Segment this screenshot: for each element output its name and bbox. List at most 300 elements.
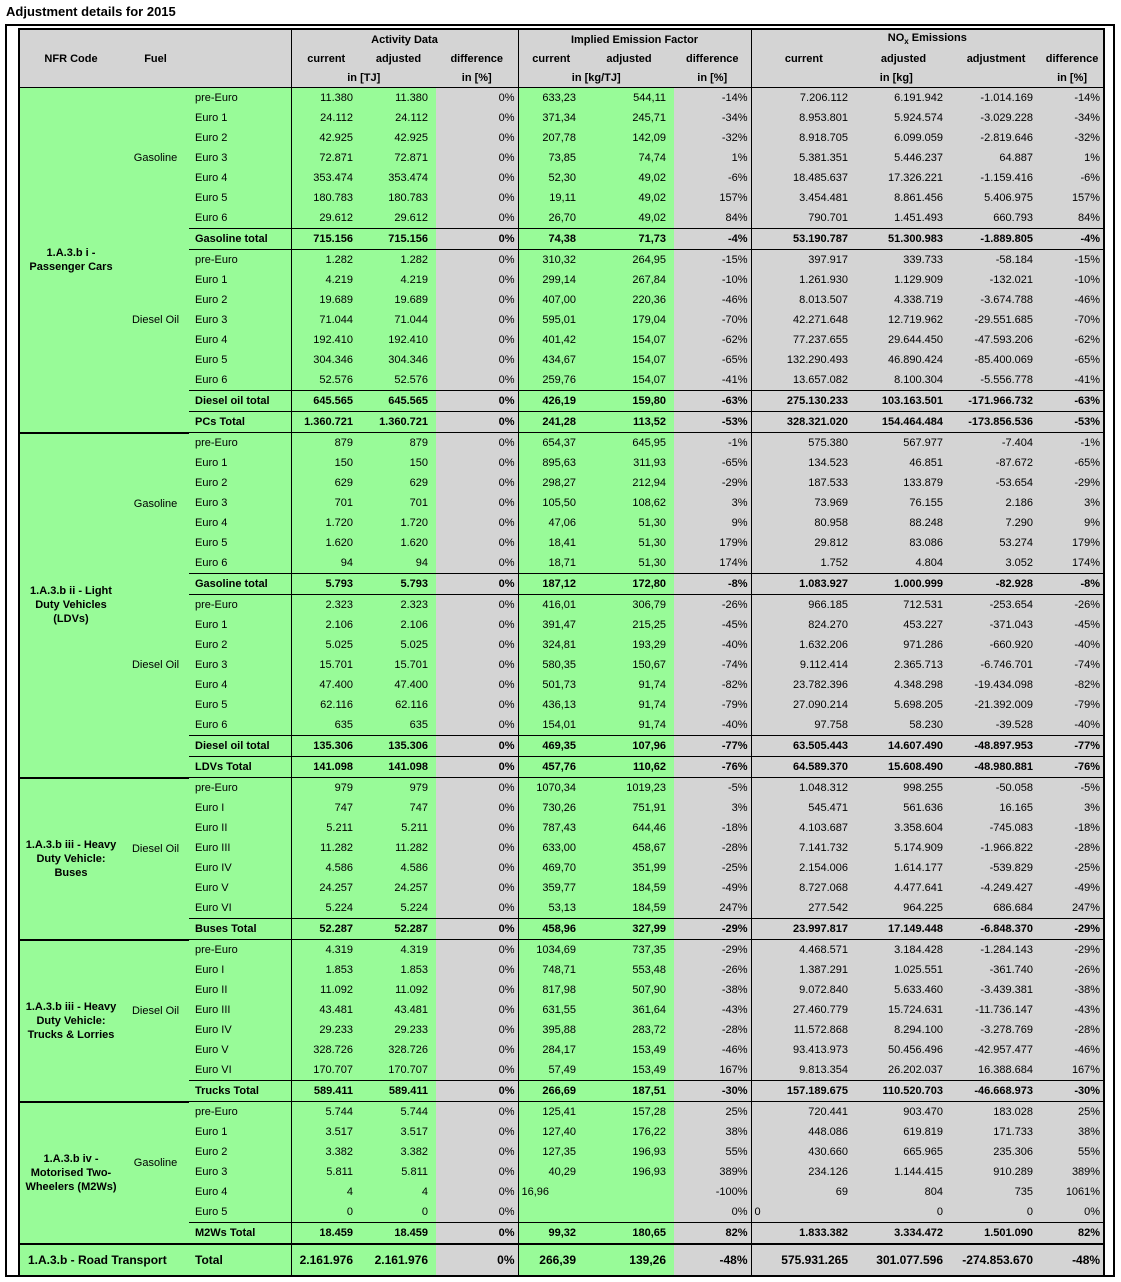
cell: -274.853.670 (951, 1244, 1041, 1276)
fuel-cell: Diesel Oil (122, 778, 189, 919)
cell: 660.793 (951, 208, 1041, 229)
cell: 1.614.177 (856, 858, 951, 878)
cell: 458,96 (518, 919, 584, 940)
cell: 0% (674, 1202, 751, 1223)
cell: 266,69 (518, 1081, 584, 1102)
cell: 0% (436, 553, 518, 574)
cell: 0% (436, 798, 518, 818)
row-label: Euro 2 (189, 1142, 291, 1162)
cell: 3.454.481 (751, 188, 856, 208)
cell: 3.334.472 (856, 1223, 951, 1245)
cell: -29% (1041, 919, 1104, 940)
cell: 2.106 (291, 615, 361, 635)
total-row-label: Buses Total (189, 919, 291, 940)
cell: 171.733 (951, 1122, 1041, 1142)
cell: -43% (1041, 1000, 1104, 1020)
cell: 0% (436, 574, 518, 595)
row-label: Euro 3 (189, 493, 291, 513)
cell: 1034,69 (518, 940, 584, 961)
row-label: Euro 5 (189, 350, 291, 370)
cell: -46% (674, 1040, 751, 1060)
cell: -3.029.228 (951, 108, 1041, 128)
cell: -65% (674, 350, 751, 370)
cell: -41% (674, 370, 751, 391)
cell: 88.248 (856, 513, 951, 533)
cell: 817,98 (518, 980, 584, 1000)
cell: 1.451.493 (856, 208, 951, 229)
row-label: Euro 5 (189, 188, 291, 208)
cell: 55% (674, 1142, 751, 1162)
cell: 353.474 (361, 168, 436, 188)
fuel-empty-cell (122, 919, 189, 940)
cell: -46% (674, 290, 751, 310)
cell: 545.471 (751, 798, 856, 818)
row-label: Euro V (189, 1040, 291, 1060)
cell: 157% (1041, 188, 1104, 208)
cell: 4.219 (291, 270, 361, 290)
cell: 132.290.493 (751, 350, 856, 370)
cell: 824.270 (751, 615, 856, 635)
cell: 644,46 (584, 818, 674, 838)
cell: 23.782.396 (751, 675, 856, 695)
cell: 4.468.571 (751, 940, 856, 961)
cell: 1.752 (751, 553, 856, 574)
cell: 3.382 (291, 1142, 361, 1162)
cell: 0% (436, 675, 518, 695)
cell: 62.116 (361, 695, 436, 715)
cell: 245,71 (584, 108, 674, 128)
cell: 49,02 (584, 208, 674, 229)
cell: 19,11 (518, 188, 584, 208)
cell: 15.701 (361, 655, 436, 675)
cell: 50.456.496 (856, 1040, 951, 1060)
cell: 179,04 (584, 310, 674, 330)
cell: 5.811 (291, 1162, 361, 1182)
cell: 0% (436, 980, 518, 1000)
cell: 391,47 (518, 615, 584, 635)
cell: 747 (361, 798, 436, 818)
cell: 179% (674, 533, 751, 553)
cell: -29% (1041, 473, 1104, 493)
cell: 0% (436, 615, 518, 635)
cell: 11.092 (361, 980, 436, 1000)
cell: 298,27 (518, 473, 584, 493)
row-label: Euro 3 (189, 1162, 291, 1182)
cell: 9.112.414 (751, 655, 856, 675)
cell: 979 (361, 778, 436, 799)
table-row (19, 250, 1104, 271)
cell: 0% (436, 736, 518, 757)
cell: -82% (674, 675, 751, 695)
unit-activity-pct: in [%] (436, 68, 518, 88)
cell: 0% (436, 453, 518, 473)
cell: 966.185 (751, 595, 856, 616)
table-row (19, 595, 1104, 616)
fuel-cell: Diesel Oil (122, 250, 189, 391)
col-header-fuel: Fuel (122, 29, 189, 88)
cell: -171.966.732 (951, 391, 1041, 412)
cell (518, 1202, 584, 1223)
cell: -26% (674, 960, 751, 980)
cell: -14% (674, 88, 751, 109)
total-row-label: Trucks Total (189, 1081, 291, 1102)
cell: -46% (1041, 1040, 1104, 1060)
group-header-ief: Implied Emission Factor (518, 29, 751, 49)
cell: 2.323 (361, 595, 436, 616)
cell: 110,62 (584, 757, 674, 778)
cell: -660.920 (951, 635, 1041, 655)
cell: 27.090.214 (751, 695, 856, 715)
cell: -48.897.953 (951, 736, 1041, 757)
cell: 73,85 (518, 148, 584, 168)
cell: -46.668.973 (951, 1081, 1041, 1102)
cell: 1.282 (291, 250, 361, 271)
fuel-cell: Diesel Oil (122, 595, 189, 736)
cell: -30% (674, 1081, 751, 1102)
cell: -1.014.169 (951, 88, 1041, 109)
cell: 3.517 (361, 1122, 436, 1142)
cell: 1.048.312 (751, 778, 856, 799)
cell: -28% (1041, 1020, 1104, 1040)
row-label: Euro 6 (189, 553, 291, 574)
cell: 371,34 (518, 108, 584, 128)
cell: 964.225 (856, 898, 951, 919)
cell: 3.382 (361, 1142, 436, 1162)
cell: 686.684 (951, 898, 1041, 919)
total-row (19, 229, 1104, 250)
cell: 328.726 (361, 1040, 436, 1060)
col-header-ief-adjusted: adjusted (584, 49, 674, 68)
cell: 4.477.641 (856, 878, 951, 898)
cell: 176,22 (584, 1122, 674, 1142)
cell: 18,41 (518, 533, 584, 553)
cell: 80.958 (751, 513, 856, 533)
cell: -3.278.769 (951, 1020, 1041, 1040)
cell: -74% (1041, 655, 1104, 675)
cell: 58.230 (856, 715, 951, 736)
cell: 339.733 (856, 250, 951, 271)
cell: 7.141.732 (751, 838, 856, 858)
cell: -8% (1041, 574, 1104, 595)
cell: 150,67 (584, 655, 674, 675)
row-label: Euro 1 (189, 1122, 291, 1142)
cell: 153,49 (584, 1040, 674, 1060)
cell: -5% (1041, 778, 1104, 799)
cell: 575.380 (751, 433, 856, 454)
cell: 0% (436, 878, 518, 898)
cell: 11.282 (361, 838, 436, 858)
cell: 0% (436, 270, 518, 290)
cell: 0% (436, 1202, 518, 1223)
cell: -48% (674, 1244, 751, 1276)
cell: 15.701 (291, 655, 361, 675)
cell: 141.098 (361, 757, 436, 778)
cell: 2.106 (361, 615, 436, 635)
col-header-nox-current: current (751, 49, 856, 68)
cell: 879 (291, 433, 361, 454)
cell: 267,84 (584, 270, 674, 290)
cell: 1.620 (361, 533, 436, 553)
cell: 42.925 (291, 128, 361, 148)
cell: -253.654 (951, 595, 1041, 616)
cell: 434,67 (518, 350, 584, 370)
cell: 401,42 (518, 330, 584, 350)
cell: -3.439.381 (951, 980, 1041, 1000)
table-body (19, 88, 1104, 1277)
col-header-activity-current: current (291, 49, 361, 68)
cell: -48% (1041, 1244, 1104, 1276)
cell: 266,39 (518, 1244, 584, 1276)
unit-ief: in [kg/TJ] (518, 68, 674, 88)
row-label: Euro VI (189, 898, 291, 919)
cell: 107,96 (584, 736, 674, 757)
row-label: Euro 3 (189, 148, 291, 168)
cell: 0% (1041, 1202, 1104, 1223)
cell: 18.459 (361, 1223, 436, 1245)
cell: 192.410 (291, 330, 361, 350)
row-label: Euro 1 (189, 615, 291, 635)
cell: 0% (436, 1081, 518, 1102)
cell: 3% (674, 493, 751, 513)
cell: 311,93 (584, 453, 674, 473)
total-row (19, 1223, 1104, 1245)
row-label: Euro 5 (189, 1202, 291, 1223)
cell: -38% (674, 980, 751, 1000)
cell: 8.861.456 (856, 188, 951, 208)
cell: -1% (674, 433, 751, 454)
cell: 629 (361, 473, 436, 493)
cell: -53% (1041, 412, 1104, 433)
cell: -40% (674, 635, 751, 655)
cell: 14.607.490 (856, 736, 951, 757)
cell: 3.052 (951, 553, 1041, 574)
cell: 589.411 (361, 1081, 436, 1102)
cell: 8.013.507 (751, 290, 856, 310)
cell: 9% (674, 513, 751, 533)
cell: 17.326.221 (856, 168, 951, 188)
cell: 46.851 (856, 453, 951, 473)
cell: 74,74 (584, 148, 674, 168)
cell: 52.576 (361, 370, 436, 391)
cell: -32% (674, 128, 751, 148)
total-row-label: PCs Total (189, 412, 291, 433)
cell (584, 1182, 674, 1202)
total-row-label: M2Ws Total (189, 1223, 291, 1245)
cell: 11.380 (291, 88, 361, 109)
cell: 0 (751, 1202, 856, 1223)
cell: 0% (436, 919, 518, 940)
cell: 247% (674, 898, 751, 919)
cell: 154,01 (518, 715, 584, 736)
cell: 0% (436, 1182, 518, 1202)
cell: 42.271.648 (751, 310, 856, 330)
row-label: Euro VI (189, 1060, 291, 1081)
cell: 416,01 (518, 595, 584, 616)
cell: 29.612 (361, 208, 436, 229)
cell: -29.551.685 (951, 310, 1041, 330)
cell: 0% (436, 391, 518, 412)
cell: 29.612 (291, 208, 361, 229)
cell: 207,78 (518, 128, 584, 148)
row-label: Euro III (189, 1000, 291, 1020)
cell: -4% (1041, 229, 1104, 250)
cell: 76.155 (856, 493, 951, 513)
cell: -77% (674, 736, 751, 757)
cell: 83.086 (856, 533, 951, 553)
cell: 701 (291, 493, 361, 513)
total-row-label: Diesel oil total (189, 391, 291, 412)
cell: 97.758 (751, 715, 856, 736)
cell: -18% (1041, 818, 1104, 838)
row-label: pre-Euro (189, 778, 291, 799)
cell: 284,17 (518, 1040, 584, 1060)
cell: -70% (1041, 310, 1104, 330)
cell: 1.282 (361, 250, 436, 271)
cell: 2.161.976 (361, 1244, 436, 1276)
cell: 645.565 (291, 391, 361, 412)
cell: 47,06 (518, 513, 584, 533)
cell: 174% (674, 553, 751, 574)
cell: -29% (1041, 940, 1104, 961)
cell: 180.783 (291, 188, 361, 208)
cell: 29.812 (751, 533, 856, 553)
cell: 150 (291, 453, 361, 473)
cell: 192.410 (361, 330, 436, 350)
cell: -1% (1041, 433, 1104, 454)
cell: 13.657.082 (751, 370, 856, 391)
cell: 589.411 (291, 1081, 361, 1102)
row-label: Euro 2 (189, 473, 291, 493)
cell: 654,37 (518, 433, 584, 454)
cell: -25% (1041, 858, 1104, 878)
cell: 157% (674, 188, 751, 208)
cell: 5.744 (291, 1102, 361, 1123)
cell: 1.833.382 (751, 1223, 856, 1245)
cell: 0% (436, 533, 518, 553)
cell: 645.565 (361, 391, 436, 412)
col-header-ief-current: current (518, 49, 584, 68)
cell: -26% (674, 595, 751, 616)
cell: 6.191.942 (856, 88, 951, 109)
cell: -173.856.536 (951, 412, 1041, 433)
cell: 804 (856, 1182, 951, 1202)
cell: 5.698.205 (856, 695, 951, 715)
cell: 3.358.604 (856, 818, 951, 838)
cell: 127,40 (518, 1122, 584, 1142)
cell: 903.470 (856, 1102, 951, 1123)
cell: 241,28 (518, 412, 584, 433)
fuel-empty-cell (122, 412, 189, 433)
group-total-row (19, 757, 1104, 778)
cell: -62% (674, 330, 751, 350)
cell: 4.586 (361, 858, 436, 878)
cell: 501,73 (518, 675, 584, 695)
cell: -79% (1041, 695, 1104, 715)
cell: 52.287 (291, 919, 361, 940)
cell: 82% (674, 1223, 751, 1245)
row-label: Euro 4 (189, 168, 291, 188)
row-label: pre-Euro (189, 250, 291, 271)
cell: 24.257 (291, 878, 361, 898)
fuel-empty-cell (122, 736, 189, 757)
cell: 16.165 (951, 798, 1041, 818)
total-row (19, 736, 1104, 757)
cell: 407,00 (518, 290, 584, 310)
cell: 1% (674, 148, 751, 168)
cell: -1.159.416 (951, 168, 1041, 188)
table-row (19, 88, 1104, 109)
cell: -14% (1041, 88, 1104, 109)
page-title: Adjustment details for 2015 (6, 4, 176, 19)
cell: 304.346 (361, 350, 436, 370)
row-label: Euro 3 (189, 310, 291, 330)
cell: 184,59 (584, 898, 674, 919)
cell: -6.848.370 (951, 919, 1041, 940)
cell: 0% (436, 838, 518, 858)
cell: 5.446.237 (856, 148, 951, 168)
cell: 1.360.721 (361, 412, 436, 433)
cell: 0% (436, 370, 518, 391)
cell: 212,94 (584, 473, 674, 493)
cell: 458,67 (584, 838, 674, 858)
cell: 469,35 (518, 736, 584, 757)
cell: 51.300.983 (856, 229, 951, 250)
cell: 27.460.779 (751, 1000, 856, 1020)
row-label: Euro 6 (189, 715, 291, 736)
cell: 4 (361, 1182, 436, 1202)
cell: 133.879 (856, 473, 951, 493)
cell: -29% (674, 940, 751, 961)
row-label: Euro 2 (189, 290, 291, 310)
cell: 0% (436, 88, 518, 109)
grand-total-nfr-label: 1.A.3.b - Road Transport (19, 1244, 189, 1276)
cell: 1.387.291 (751, 960, 856, 980)
nfr-code-cell: 1.A.3.b iii - Heavy Duty Vehicle: Trucks & Lorries (19, 940, 122, 1102)
cell: -53.654 (951, 473, 1041, 493)
cell: 187,51 (584, 1081, 674, 1102)
cell: 15.724.631 (856, 1000, 951, 1020)
cell: 71.044 (291, 310, 361, 330)
cell: 735 (951, 1182, 1041, 1202)
cell: 1019,23 (584, 778, 674, 799)
cell: 1.620 (291, 533, 361, 553)
cell: 179% (1041, 533, 1104, 553)
cell: 0% (436, 128, 518, 148)
cell: 0% (436, 168, 518, 188)
cell: 426,19 (518, 391, 584, 412)
cell: 51,30 (584, 533, 674, 553)
cell: -63% (1041, 391, 1104, 412)
cell: 52.287 (361, 919, 436, 940)
cell: -7.404 (951, 433, 1041, 454)
cell: 42.925 (361, 128, 436, 148)
cell: 25% (1041, 1102, 1104, 1123)
cell: -2.819.646 (951, 128, 1041, 148)
cell: 5.633.460 (856, 980, 951, 1000)
cell: 110.520.703 (856, 1081, 951, 1102)
cell: 103.163.501 (856, 391, 951, 412)
cell: 170.707 (291, 1060, 361, 1081)
cell: 0% (436, 695, 518, 715)
cell: -1.889.805 (951, 229, 1041, 250)
cell: -539.829 (951, 858, 1041, 878)
cell: 154.464.484 (856, 412, 951, 433)
row-label: Euro 2 (189, 635, 291, 655)
cell: 142,09 (584, 128, 674, 148)
row-label: Euro 2 (189, 128, 291, 148)
cell: 74,38 (518, 229, 584, 250)
cell: 127,35 (518, 1142, 584, 1162)
